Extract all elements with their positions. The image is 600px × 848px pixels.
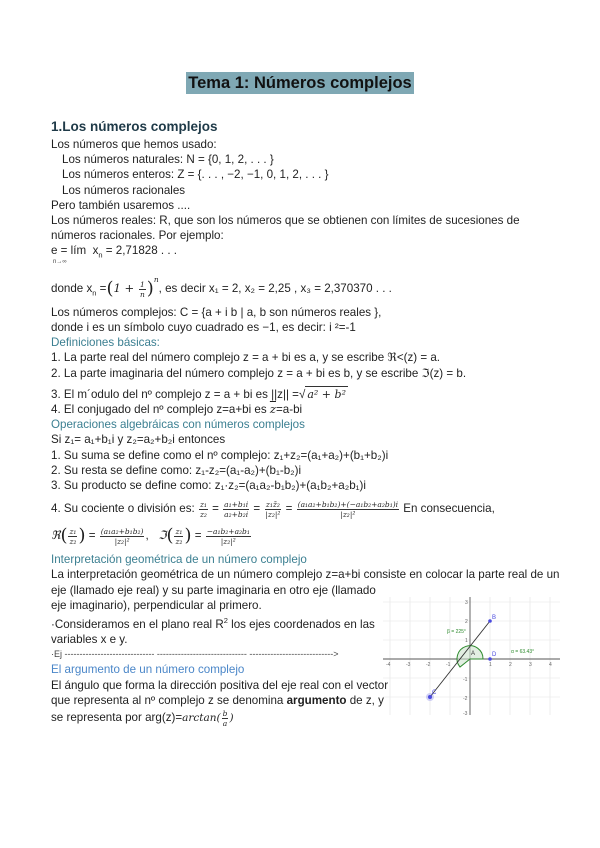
section-heading-operaciones: Operaciones algebráicas con números complejos (51, 418, 305, 432)
donde-sub: n (92, 288, 97, 298)
modulo-pre: 3. El m´odulo del nº complejo z = a + bi es ||z|| = (51, 387, 299, 401)
paren-close: ) (184, 525, 192, 547)
paren-open: ( (60, 525, 68, 547)
op-item-3: 3. Su producto se define como: z₁·z₂=(a₁a₂-b₁b₂)+(a₁b₂+a₂b₁)i (51, 478, 366, 492)
frac-num: (a₁a₂+b₁b₂)+(−a₁b₂+a₂b₁)i (297, 499, 399, 509)
def-item-4 (51, 402, 561, 417)
frac-num: b (222, 708, 228, 718)
x-tick: -2 (426, 662, 431, 668)
x-tick: 2 (509, 662, 512, 668)
interp-line-3: eje imaginario), perpendicular al primero. (51, 598, 262, 612)
consideramos-post: los ejes coordenados en las (227, 617, 375, 631)
text-donde-i: donde i es un símbolo cuyo cuadrado es −1, es decir: i ²=-1 (51, 320, 356, 334)
frac-real (100, 527, 145, 546)
x-tick: 4 (549, 662, 552, 668)
op-item-1: 1. Su suma se define como el nº complejo: z₁+z₂=(a₁+a₂)+(b₁+b₂)i (51, 448, 389, 462)
text-tambien: Pero también usaremos .... (51, 198, 191, 212)
lim-operator (51, 243, 87, 266)
frac-den: z₂ (175, 536, 183, 546)
frac-den: z₂ (69, 536, 77, 546)
x-tick: -3 (406, 662, 411, 668)
interp-ej: ·Ej ------------------------------ ------------------------------ ----------------------------> (51, 649, 339, 660)
frac-den: |z₂|² (265, 509, 281, 519)
paren-open: ( (106, 278, 114, 300)
complex-plane-graph (383, 597, 560, 715)
consideramos-sup: 2 (223, 615, 228, 625)
text-reales: Los números reales: R, que son los números que se obtienen con límites de sucesiones de números racionales. Por ejemplo: (51, 214, 520, 243)
section-heading-definiciones: Definiciones básicas: (51, 336, 160, 350)
paren-close: ) (78, 525, 86, 547)
section-heading-interpretacion: Interpretación geométrica de un número complejo (51, 553, 307, 567)
interp-variables: variables x e y. (51, 633, 128, 647)
op-item-4 (51, 496, 561, 522)
formula-xn (51, 269, 561, 304)
y-tick: -2 (463, 696, 468, 702)
label-c: C (432, 690, 437, 696)
frac-num: z₁ (69, 526, 77, 536)
x-tick: 1 (489, 662, 492, 668)
x-tick: 3 (529, 662, 532, 668)
y-tick: -3 (463, 711, 468, 715)
x-tick: -4 (386, 662, 391, 668)
arg-bold-term: argumento (286, 693, 347, 707)
text-intro: Los números que hemos usado: (51, 138, 217, 151)
label-b: B (492, 615, 497, 621)
frac-den: z₂ (199, 509, 207, 519)
frac-b-a (222, 709, 229, 728)
text-enteros: Los números enteros: Z = {. . . , −2, −1, 0, 1, 2, . . . } (62, 168, 329, 182)
arg-line-2-post: de z, y (346, 693, 384, 707)
op-si: Si z₁= a₁+b₁i y z₂=a₂+b₂i entonces (51, 433, 226, 447)
real-label: ℜ (51, 528, 61, 543)
y-tick: 3 (465, 600, 468, 606)
interp-consideramos (51, 613, 376, 632)
consideramos-pre: ·Consideramos en el plano real R (51, 617, 224, 631)
frac-imag (206, 527, 251, 546)
frac-den: a₂+b₂i (224, 509, 249, 519)
frac-num: a₁+b₁i (224, 499, 249, 509)
donde-pre: donde x (51, 282, 93, 296)
x-tick: -1 (446, 662, 451, 668)
cociente-pre: 4. Su cociente o división es: (51, 502, 198, 516)
frac-result (297, 500, 399, 519)
frac-z (68, 527, 77, 546)
section-heading-argumento: El argumento de un número complejo (51, 663, 245, 677)
interp-line-2: eje (llamado eje real) y su parte imaginaria en otro eje (llamado (51, 583, 376, 597)
frac-den: a (222, 718, 228, 728)
donde-post: , es decir x₁ = 2, x₂ = 2,25 , x₃ = 2,370370 . . . (158, 282, 392, 296)
def-item-3 (51, 386, 561, 402)
comma: , (145, 529, 149, 543)
arg-line-3 (51, 708, 376, 728)
lim-var-sub: n (98, 250, 103, 260)
label-a: A (471, 651, 476, 657)
frac-z1-z2 (199, 500, 208, 519)
arg-line-1: El ángulo que forma la dirección positiva del eje real con el vector (51, 678, 389, 692)
section-heading-numeros-complejos: 1.Los números complejos (51, 119, 218, 134)
interp-line-1: La interpretación geométrica de un número complejo z=a+bi consiste en colocar la parte real de un (51, 568, 560, 582)
conjugado-pre: 4. El conjugado del nº complejo z=a+bi es (51, 402, 270, 416)
frac-num: 1 (139, 279, 145, 289)
title-wrap (0, 72, 600, 94)
label-d: D (492, 652, 497, 658)
paren-open: ( (166, 525, 174, 547)
def-item-1: 1. La parte real del número complejo z = a + bi es a, y se escribe ℜ<(z) = a. (51, 351, 441, 365)
imag-label: ℑ (158, 528, 167, 543)
frac-den: |z₂|² (340, 509, 356, 519)
frac-z (174, 527, 183, 546)
arg-line-2 (51, 693, 384, 708)
frac-a-b (223, 500, 249, 519)
frac-den: |z₂|² (220, 536, 236, 546)
cociente-post: En consecuencia, (403, 502, 495, 516)
arg-line-2-pre: que representa al nº complejo z se denomina (51, 693, 287, 707)
equals: = (88, 529, 96, 543)
donde-eq: = (96, 282, 107, 296)
frac-den: n (139, 289, 145, 299)
text-complejos: Los números complejos: C = {a + i b | a, b son números reales }, (51, 305, 382, 319)
label-alpha: α = 63.43° (511, 649, 535, 655)
frac-den: |z₂|² (114, 536, 130, 546)
frac-num: (a₁a₂+b₁b₂) (100, 526, 144, 536)
real-imag-formulas (51, 522, 561, 549)
exp-n: n (153, 275, 159, 285)
frac-num: z₁ (199, 499, 207, 509)
equals: = (212, 502, 219, 516)
equals: = (253, 502, 261, 516)
frac-conj (264, 500, 281, 519)
interp-text-block (51, 583, 389, 728)
conjugado-post: =a-bi (275, 402, 303, 416)
frac-num: z₁ (175, 526, 183, 536)
text-racionales: Los números racionales (62, 183, 186, 197)
conjugado-bar: $\overline{z}$ (269, 401, 276, 416)
text-naturales: Los números naturales: N = {0, 1, 2, . . . } (62, 153, 274, 167)
label-beta: β = 225° (447, 629, 466, 635)
y-tick: 2 (465, 619, 468, 625)
equals: = (285, 502, 293, 516)
formula-e (51, 243, 561, 269)
lim-subscript: n→∞ (53, 259, 67, 266)
page-title: Tema 1: Números complejos (188, 74, 412, 92)
e-value: = 2,71828 . . . (102, 244, 177, 258)
y-tick: 1 (465, 638, 468, 644)
frac-num: z₁z̄₂ (265, 499, 280, 509)
y-tick: -1 (463, 677, 468, 683)
lim-label: e = lím (51, 244, 87, 258)
lim-var: x (92, 244, 99, 258)
sqrt-content: a² + b² (307, 387, 346, 401)
one-plus: 1 + (113, 281, 138, 296)
equals: = (194, 529, 202, 543)
def-item-2: 2. La parte imaginaria del número complejo z = a + bi es b, y se escribe ℑ(z) = b. (51, 366, 467, 380)
fraction-1-n (139, 280, 146, 299)
sqrt-symbol: √ (298, 387, 306, 401)
op-item-2: 2. Su resta se define como: z₁-z₂=(a₁-a₂)+(b₁-b₂)i (51, 463, 302, 477)
frac-num: −a₁b₂+a₂b₁ (206, 526, 250, 536)
arctan: arctan( (182, 712, 221, 725)
arg-line-3-pre: se representa por arg(z)= (51, 711, 183, 725)
paren-close: ) (146, 278, 154, 300)
arctan-close: ) (229, 712, 234, 725)
